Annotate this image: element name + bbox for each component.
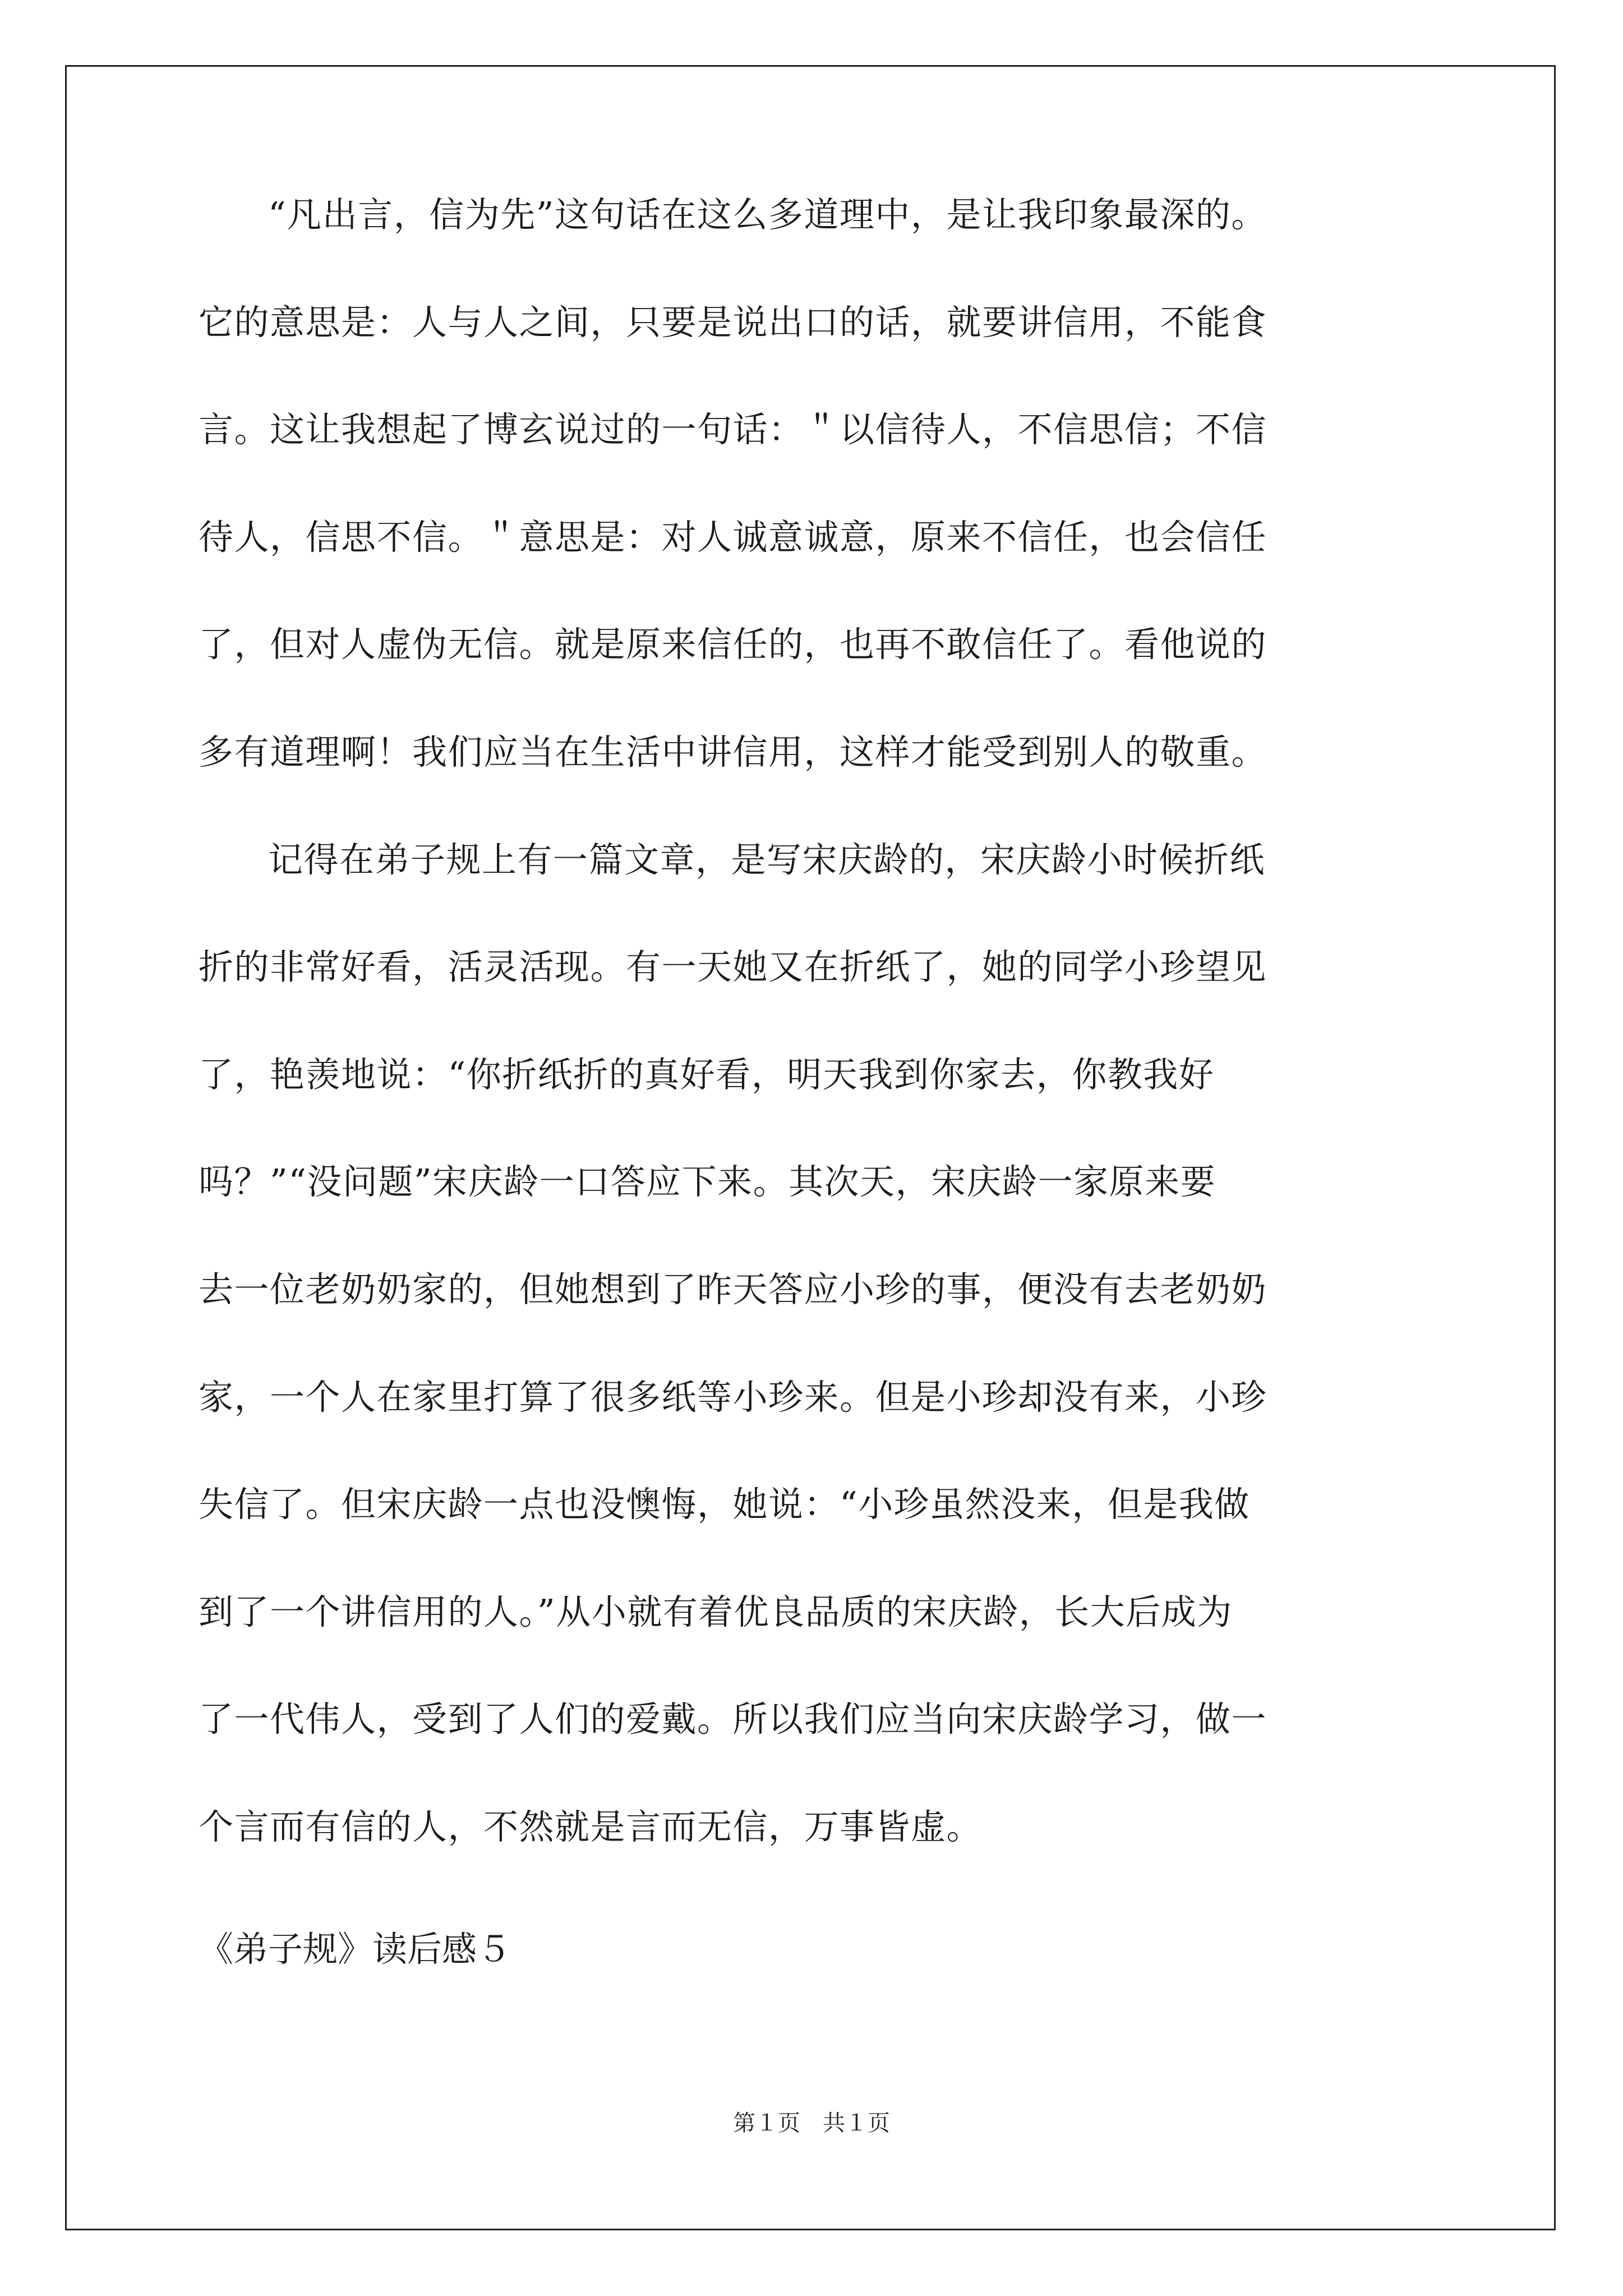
- text-line: 言。这让我想起了博玄说过的一句话：＂以信待人，不信思信；不信: [199, 409, 1267, 450]
- text-line: 它的意思是：人与人之间，只要是说出口的话，就要讲信用，不能食: [199, 301, 1267, 343]
- text-line: 多有道理啊！我们应当在生活中讲信用，这样才能受到别人的敬重。: [199, 731, 1267, 772]
- text-line: 吗？”“没问题”宋庆龄一口答应下来。其次天，宋庆龄一家原来要: [199, 1161, 1216, 1203]
- text-line: 到了一个讲信用的人。”从小就有着优良品质的宋庆龄，长大后成为: [199, 1591, 1233, 1632]
- text-line: 去一位老奶奶家的，但她想到了昨天答应小珍的事，便没有去老奶奶: [199, 1268, 1267, 1310]
- text-line: 待人，信思不信。＂意思是：对人诚意诚意，原来不信任，也会信任: [199, 516, 1267, 558]
- text-line: 个言而有信的人，不然就是言而无信，万事皆虚。: [199, 1806, 983, 1847]
- text-line: 了，但对人虚伪无信。就是原来信任的，也再不敢信任了。看他说的: [199, 624, 1267, 665]
- text-line: 折的非常好看，活灵活现。有一天她又在折纸了，她的同学小珍望见: [199, 946, 1267, 988]
- text-line: 记得在弟子规上有一篇文章，是写宋庆龄的，宋庆龄小时候折纸: [268, 839, 1266, 880]
- section-heading: 《弟子规》读后感５: [199, 1929, 512, 1970]
- document-body: [199, 194, 1432, 1917]
- text-line: 了一代伟人，受到了人们的爱戴。所以我们应当向宋庆龄学习，做一: [199, 1699, 1267, 1740]
- page-number-footer: 第１页 共１页: [733, 2110, 890, 2136]
- text-line: “凡出言，信为先”这句话在这么多道理中，是让我印象最深的。: [268, 194, 1267, 235]
- text-line: 家，一个人在家里打算了很多纸等小珍来。但是小珍却没有来，小珍: [199, 1376, 1267, 1418]
- text-line: 失信了。但宋庆龄一点也没懊悔，她说：“小珍虽然没来，但是我做: [199, 1484, 1250, 1525]
- text-line: 了，艳羡地说：“你折纸折的真好看，明天我到你家去，你教我好: [199, 1053, 1215, 1095]
